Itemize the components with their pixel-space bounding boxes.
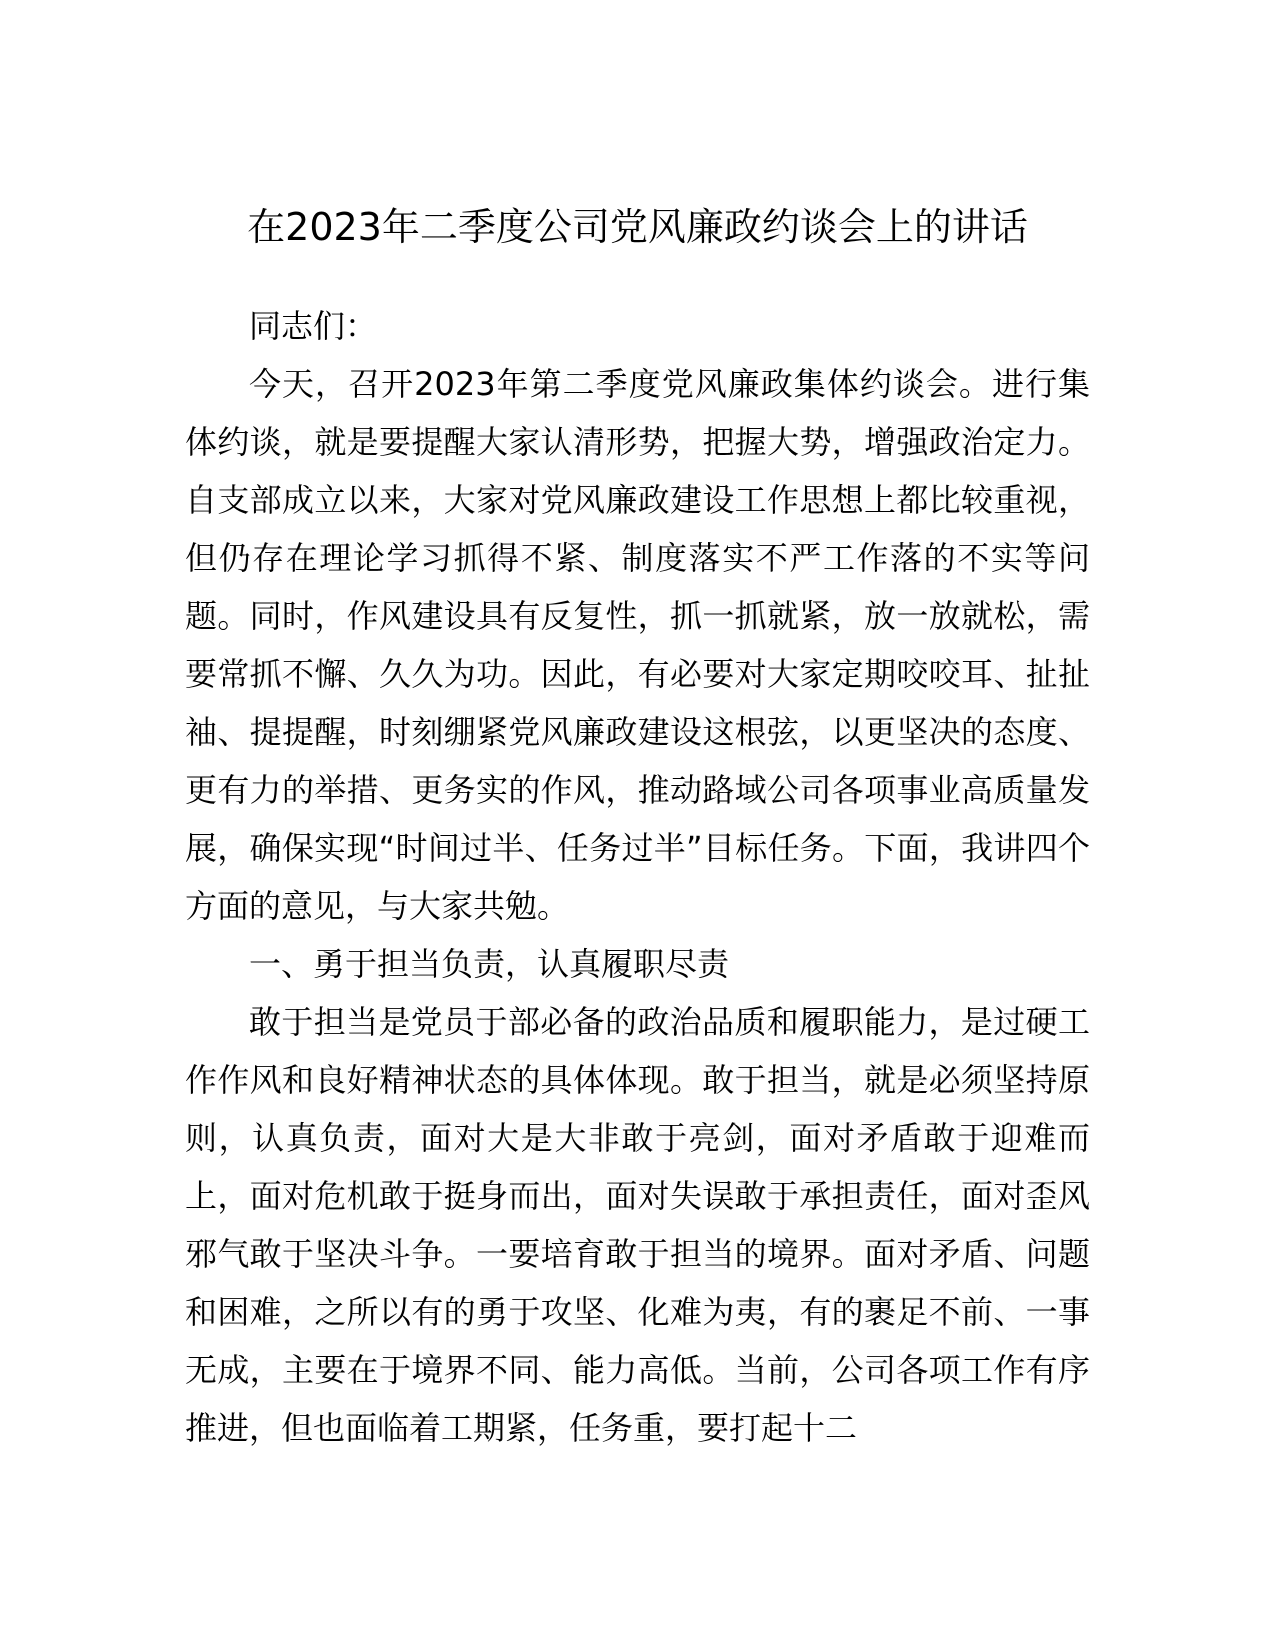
body-paragraph: 敢于担当是党员于部必备的政治品质和履职能力，是过硬工作作风和良好精神状态的具体体现。敢于担当，就是必须坚持原则，认真负责，面对大是大非敢于亮剑，面对矛盾敢于迎难而上，面对危机敢于挺身而出，面对失误敢于承担责任，面对歪风邪气敢于坚决斗争。一要培育敢于担当的境界。面对矛盾、问题和困难，之所以有的勇于攻坚、化难为夷，有的裹足不前、一事无成，主要在于境界不同、能力高低。当前，公司各项工作有序推进，但也面临着工期紧，任务重，要打起十二 [185, 1003, 1090, 1447]
section-heading: 一、勇于担当负责，认真履职尽责 [249, 945, 730, 983]
document-title: 在2023年二季度公司党风廉政约谈会上的讲话 [247, 205, 1028, 249]
salutation: 同志们： [249, 307, 378, 345]
document-body [185, 297, 1090, 1457]
body-paragraph: 今天，召开2023年第二季度党风廉政集体约谈会。进行集体约谈，就是要提醒大家认清形势，把握大势，增强政治定力。自支部成立以来，大家对党风廉政建设工作思想上都比较重视，但仍存在理论学习抓得不紧、制度落实不严工作落的不实等问题。同时，作风建设具有反复性，抓一抓就紧，放一放就松，需要常抓不懈、久久为功。因此，有必要对大家定期咬咬耳、扯扯袖、提提醒，时刻绷紧党风廉政建设这根弦，以更坚决的态度、更有力的举措、更务实的作风，推动路域公司各项事业高质量发展，确保实现“时间过半、任务过半”目标任务。下面，我讲四个方面的意见，与大家共勉。 [185, 365, 1090, 925]
